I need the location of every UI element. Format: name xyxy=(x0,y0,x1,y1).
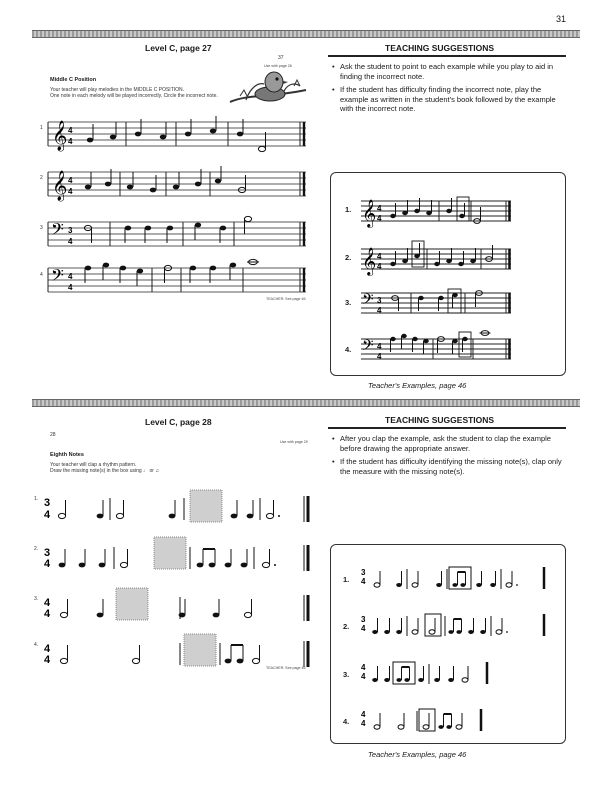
example-label: 4. xyxy=(343,717,350,726)
example-label: 2. xyxy=(345,253,352,262)
svg-text:4: 4 xyxy=(377,352,382,361)
suggestion-item: • After you clap the example, ask the student to clap the example before drawing the appropriate answer. xyxy=(332,434,567,453)
svg-text:3: 3 xyxy=(361,568,366,577)
bottom-instruction-line: Draw the missing note(s) in the box using ♩ or ♫ xyxy=(50,468,160,474)
missing-note-box xyxy=(184,634,216,666)
bottom-teaching-heading: TEACHING SUGGESTIONS xyxy=(385,415,495,425)
svg-text:3: 3 xyxy=(361,615,366,624)
top-footer-ref: TEACHER: See page 46 xyxy=(266,297,306,301)
time-sig-top: 4 xyxy=(44,597,51,609)
rhythm-row-number: 2. xyxy=(34,546,39,552)
top-instruction-line: Your teacher will play melodies in the MIDDLE C POSITION. xyxy=(50,87,185,93)
teacher-rhythm-4 xyxy=(359,705,559,735)
top-caption: Teacher's Examples, page 46 xyxy=(368,381,467,390)
time-sig-bottom: 4 xyxy=(44,558,51,570)
svg-text:3: 3 xyxy=(68,226,73,235)
rhythm-row-number: 3. xyxy=(34,596,39,602)
suggestion-item: • Ask the student to point to each example while you play to aid in finding the incorrect note. xyxy=(332,62,567,81)
bottom-student-heading: Level C, page 28 xyxy=(145,417,212,427)
suggestion-item: • If the student has difficulty finding the incorrect note, play the example as written in the student's book followed by the example with the incorrect note. xyxy=(332,85,567,114)
svg-text:4: 4 xyxy=(361,719,366,728)
bottom-footer-ref: TEACHER: See page 46 xyxy=(266,666,306,670)
top-student-staff-3 xyxy=(48,216,306,248)
bass-clef-icon: 𝄢 xyxy=(362,291,374,312)
teacher-rhythm-2 xyxy=(359,610,559,640)
svg-text:4: 4 xyxy=(377,342,382,351)
svg-text:4: 4 xyxy=(361,672,366,681)
treble-clef-icon: 𝄞 xyxy=(52,121,68,151)
missing-note-box xyxy=(190,490,222,522)
time-sig-bottom: 4 xyxy=(44,608,51,620)
time-sig-bottom: 4 xyxy=(44,509,51,521)
answer-box xyxy=(425,614,441,636)
svg-text:4: 4 xyxy=(68,126,73,135)
example-label: 2. xyxy=(343,622,350,631)
bass-clef-icon: 𝄢 xyxy=(51,265,64,289)
svg-text:4: 4 xyxy=(377,262,382,271)
top-teaching-heading: TEACHING SUGGESTIONS xyxy=(385,43,495,53)
answer-box xyxy=(449,567,471,589)
top-teaching-rule xyxy=(328,55,566,57)
svg-text:4: 4 xyxy=(377,214,382,223)
example-label: 1. xyxy=(345,205,352,214)
bottom-teaching-rule xyxy=(328,427,566,429)
rhythm-row-2 xyxy=(34,536,314,576)
rhythm-row-number: 1. xyxy=(34,496,39,502)
time-sig-top: 3 xyxy=(44,497,51,509)
page-number: 31 xyxy=(556,14,567,24)
top-student-staff-2 xyxy=(48,166,306,201)
teacher-example-staff-2 xyxy=(361,243,511,273)
rhythm-row-3 xyxy=(34,586,314,626)
svg-text:4: 4 xyxy=(361,663,366,672)
example-label: 3. xyxy=(345,298,352,307)
svg-text:4: 4 xyxy=(68,283,73,292)
top-student-heading: Level C, page 27 xyxy=(145,43,212,53)
bottom-teacher-examples-panel xyxy=(330,544,566,744)
svg-text:4: 4 xyxy=(68,176,73,185)
teacher-example-staff-1 xyxy=(361,195,511,225)
teacher-example-staff-4 xyxy=(361,333,511,363)
top-instruction-line: One note in each melody will be played incorrectly. Circle the incorrect note. xyxy=(50,93,218,99)
top-student-staff-1 xyxy=(48,116,306,151)
svg-text:4: 4 xyxy=(68,237,73,246)
bottom-student-page-no: 28 xyxy=(50,432,56,438)
top-exercise-number: 2 xyxy=(40,175,43,181)
svg-text:4: 4 xyxy=(361,624,366,633)
svg-text:4: 4 xyxy=(361,710,366,719)
top-exercise-number: 4 xyxy=(40,272,43,278)
suggestion-item: • If the student has difficulty identifying the missing note(s), clap only the measure with the missing note(s). xyxy=(332,457,567,476)
bottom-caption: Teacher's Examples, page 46 xyxy=(368,750,467,759)
missing-note-box xyxy=(116,588,148,620)
answer-box xyxy=(419,709,435,731)
top-student-staff-4 xyxy=(48,262,306,294)
top-student-topline xyxy=(50,55,305,68)
bottom-suggestions-list xyxy=(332,434,567,480)
top-exercise-number: 1 xyxy=(40,125,43,131)
time-sig-bottom: 4 xyxy=(44,654,51,666)
svg-text:4: 4 xyxy=(68,137,73,146)
svg-text:4: 4 xyxy=(68,272,73,281)
teacher-rhythm-3 xyxy=(359,658,559,688)
treble-clef-icon: 𝄞 xyxy=(52,171,68,201)
bass-clef-icon: 𝄢 xyxy=(362,337,374,358)
rhythm-row-number: 4. xyxy=(34,642,39,648)
time-sig-top: 4 xyxy=(44,643,51,655)
bottom-instructions xyxy=(50,462,250,474)
bottom-divider-band xyxy=(32,399,580,407)
teacher-example-staff-3 xyxy=(361,287,511,317)
bottom-student-crossref: Use with page 29 xyxy=(280,440,308,444)
time-sig-top: 3 xyxy=(44,547,51,559)
missing-note-box xyxy=(154,537,186,569)
bass-clef-icon: 𝄢 xyxy=(51,219,64,243)
top-divider-band xyxy=(32,30,580,38)
svg-text:4: 4 xyxy=(68,187,73,196)
example-label: 4. xyxy=(345,345,352,354)
top-instructions xyxy=(50,87,240,99)
example-label: 3. xyxy=(343,670,350,679)
answer-box xyxy=(393,662,415,684)
top-student-crossref: Use with page 26 xyxy=(264,64,292,68)
example-label: 1. xyxy=(343,575,350,584)
top-suggestions-list xyxy=(332,62,567,118)
top-teacher-examples-panel xyxy=(330,172,566,376)
svg-text:4: 4 xyxy=(377,252,382,261)
svg-text:3: 3 xyxy=(377,296,382,305)
svg-text:4: 4 xyxy=(377,204,382,213)
treble-clef-icon: 𝄞 xyxy=(362,199,377,227)
top-exercise-number: 3 xyxy=(40,225,43,231)
treble-clef-icon: 𝄞 xyxy=(362,247,377,275)
rhythm-row-1 xyxy=(34,490,314,530)
svg-text:4: 4 xyxy=(361,577,366,586)
svg-text:4: 4 xyxy=(377,306,382,315)
teacher-rhythm-1 xyxy=(359,563,559,593)
bird-on-branch-illustration xyxy=(228,64,308,110)
top-section-title: Middle C Position xyxy=(50,77,97,83)
bottom-section-title: Eighth Notes xyxy=(50,452,84,458)
bottom-instruction-line: Your teacher will clap a rhythm pattern. xyxy=(50,462,137,468)
top-student-page-no: 37 xyxy=(278,55,284,61)
